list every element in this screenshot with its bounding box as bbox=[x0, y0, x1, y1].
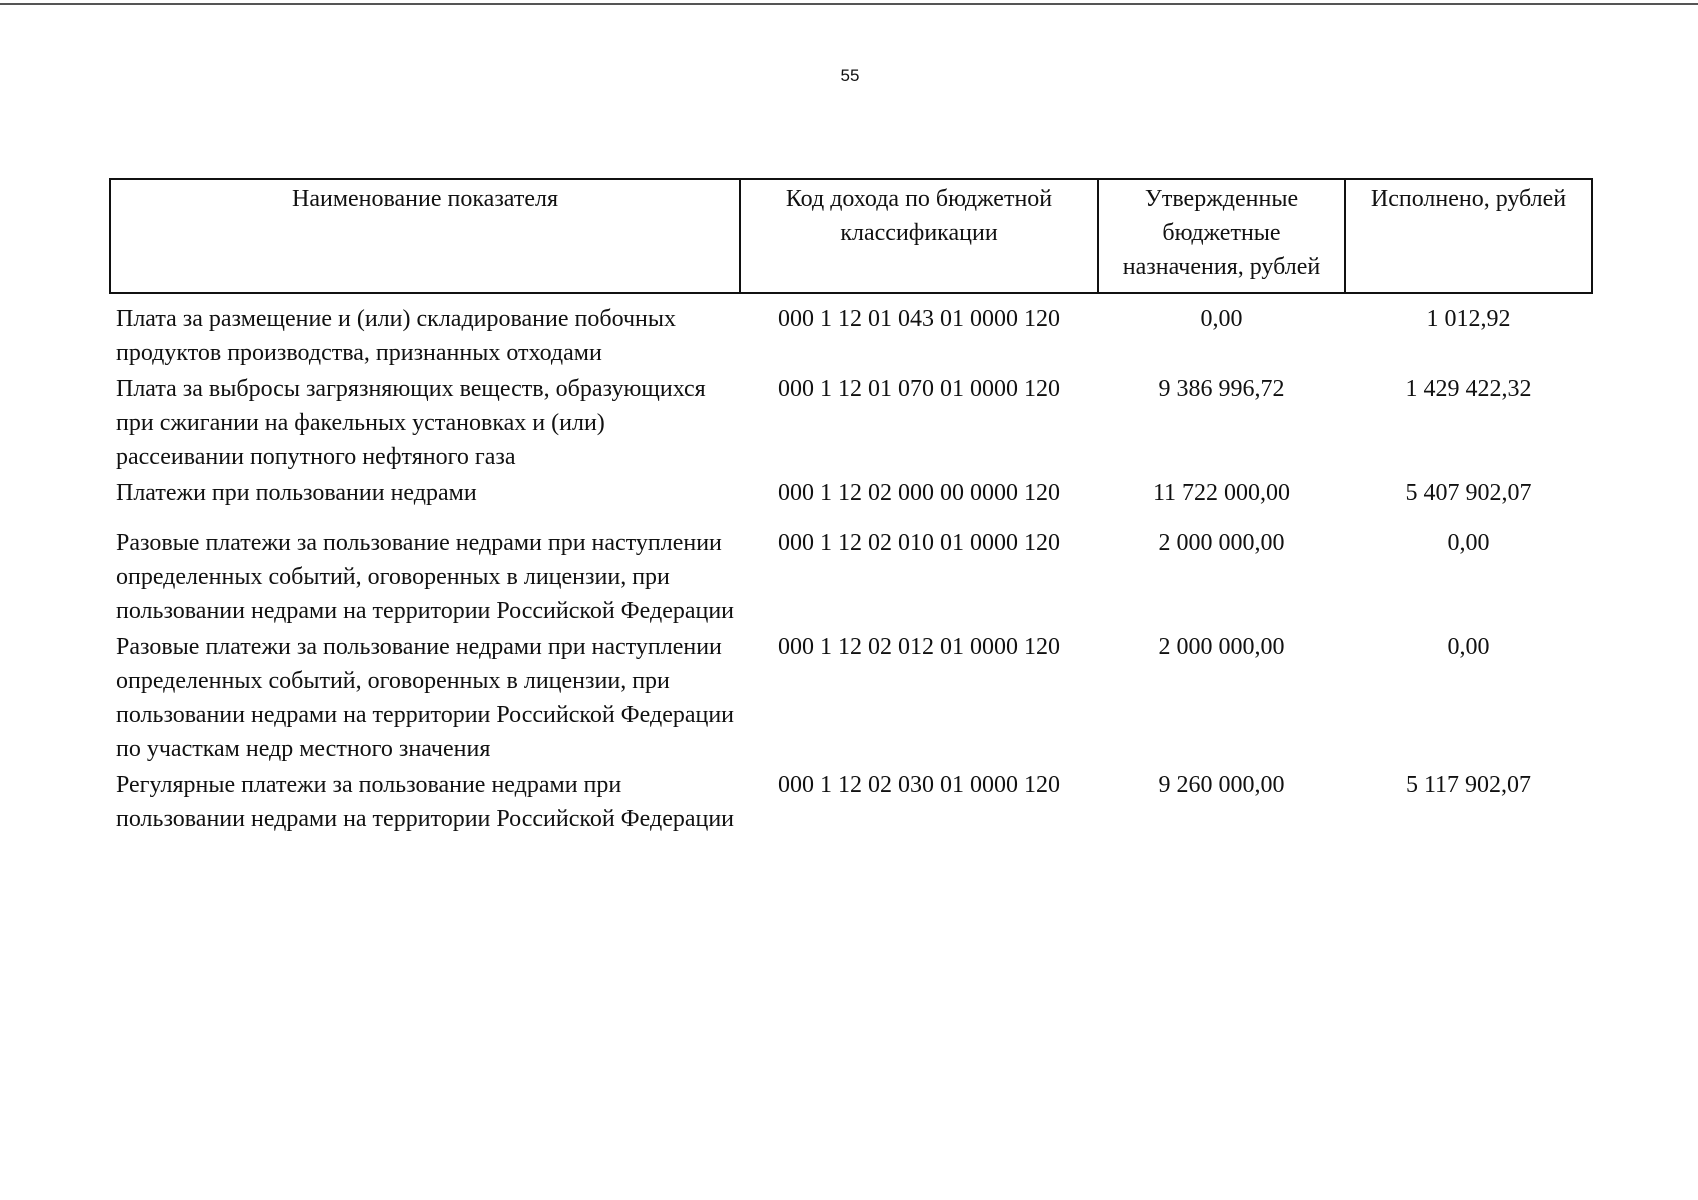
row-name: Регулярные платежи за пользование недрами при пользовании недрами на территории Российской Федерации bbox=[116, 772, 735, 832]
header-approved: Утвержденные бюджетные назначения, рублей bbox=[1098, 179, 1345, 293]
row-executed: 5 407 902,07 bbox=[1405, 480, 1532, 506]
row-name: Разовые платежи за пользование недрами при наступлении определенных событий, оговоренных в лицензии, при пользовании недрами на территории Российской Федерации bbox=[116, 530, 735, 624]
row-code: 000 1 12 01 043 01 0000 120 bbox=[778, 306, 1060, 332]
row-executed: 5 117 902,07 bbox=[1405, 772, 1532, 798]
table-header-row bbox=[110, 179, 1592, 293]
page-number: 55 bbox=[840, 66, 860, 85]
header-executed: Исполнено, рублей bbox=[1345, 179, 1592, 293]
table-row bbox=[110, 476, 1592, 512]
row-approved: 0,00 bbox=[1200, 306, 1243, 332]
row-approved: 9 260 000,00 bbox=[1158, 772, 1285, 798]
row-approved: 2 000 000,00 bbox=[1158, 530, 1285, 556]
row-name: Плата за выбросы загрязняющих веществ, образующихся при сжигании на факельных установках и (или) рассеивании попутного нефтяного газа bbox=[116, 376, 706, 470]
row-code: 000 1 12 02 030 01 0000 120 bbox=[778, 772, 1060, 798]
row-approved: 9 386 996,72 bbox=[1158, 376, 1285, 402]
table-row bbox=[110, 512, 1592, 630]
row-name: Разовые платежи за пользование недрами при наступлении определенных событий, оговоренных в лицензии, при пользовании недрами на территории Российской Федерации по участкам недр местного значения bbox=[116, 634, 735, 762]
table-row bbox=[110, 372, 1592, 476]
row-code: 000 1 12 02 010 01 0000 120 bbox=[778, 530, 1060, 556]
table-row bbox=[110, 293, 1592, 372]
row-code: 000 1 12 02 000 00 0000 120 bbox=[778, 480, 1060, 506]
budget-income-table bbox=[109, 178, 1593, 838]
row-name: Платежи при пользовании недрами bbox=[116, 480, 477, 506]
row-code: 000 1 12 01 070 01 0000 120 bbox=[778, 376, 1060, 402]
header-code: Код дохода по бюджетной классификации bbox=[740, 179, 1098, 293]
top-rule bbox=[0, 3, 1698, 5]
table-row bbox=[110, 630, 1592, 768]
row-executed: 1 012,92 bbox=[1426, 306, 1511, 332]
row-executed: 0,00 bbox=[1447, 530, 1490, 556]
row-executed: 1 429 422,32 bbox=[1405, 376, 1532, 402]
row-approved: 2 000 000,00 bbox=[1158, 634, 1285, 660]
row-name: Плата за размещение и (или) складирование побочных продуктов производства, признанных отходами bbox=[116, 306, 676, 366]
row-executed: 0,00 bbox=[1447, 634, 1490, 660]
row-approved: 11 722 000,00 bbox=[1152, 480, 1291, 506]
table-row bbox=[110, 768, 1592, 838]
row-code: 000 1 12 02 012 01 0000 120 bbox=[778, 634, 1060, 660]
header-name: Наименование показателя bbox=[110, 179, 740, 293]
